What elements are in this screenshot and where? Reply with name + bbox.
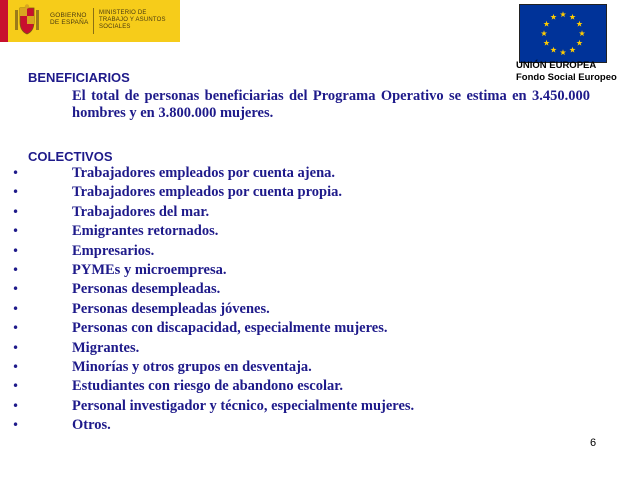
list-item-text: Personas con discapacidad, especialmente mujeres. [72,320,388,337]
list-item-text: Emigrantes retornados. [72,223,219,240]
list-item-text: Personal investigador y técnico, especialmente mujeres. [72,397,415,414]
bullet-icon: • [12,166,20,180]
list-item-text: Trabajadores del mar. [72,203,210,220]
ministry-label: MINISTERIO DE TRABAJO Y ASUNTOS SOCIALES [99,10,166,30]
government-logo-banner [0,0,180,42]
colectivos-heading: COLECTIVOS [28,149,113,164]
list-item-text: Minorías y otros grupos en desventaja. [72,358,312,375]
list-item-text: Migrantes. [72,339,140,356]
spain-coat-of-arms-icon [14,4,40,36]
bullet-icon: • [12,359,20,374]
eu-flag-icon [519,4,607,63]
spain-flag-strip [0,0,8,42]
bullet-icon: • [12,262,20,277]
eu-caption [516,60,617,83]
list-item-text: Otros. [72,417,111,434]
list-item-text: Personas desempleadas. [72,281,221,298]
bullet-icon: • [12,282,20,297]
page-number: 6 [590,437,597,449]
eu-caption-title: UNIÓN EUROPEA [516,60,597,71]
beneficiarios-text: El total de personas beneficiarias del Programa Operativo se estima en 3.450.000 hombres y en 3.800.000 mujeres. [72,88,590,121]
bullet-icon: • [12,204,20,219]
beneficiarios-heading: BENEFICIARIOS [28,70,130,85]
bullet-icon: • [12,418,20,433]
list-item-text: Personas desempleadas jóvenes. [72,300,270,317]
list-item-text: Estudiantes con riesgo de abandono escolar. [72,378,343,395]
eu-caption-subtitle: Fondo Social Europeo [516,71,617,83]
government-label: GOBIERNO DE ESPAÑA [50,12,89,26]
bullet-icon: • [12,398,20,413]
bullet-icon: • [12,224,20,239]
list-item-text: Trabajadores empleados por cuenta ajena. [72,165,336,181]
bullet-icon: • [12,301,20,316]
list-item-text: Empresarios. [72,242,155,259]
bullet-icon: • [12,185,20,200]
bullet-icon: • [12,340,20,355]
list-item-text: Trabajadores empleados por cuenta propia. [72,184,343,201]
bullet-icon: • [12,243,20,258]
list-item-text: PYMEs y microempresa. [72,261,227,278]
bullet-icon: • [12,379,20,394]
bullet-icon: • [12,321,20,336]
banner-divider [93,8,94,34]
